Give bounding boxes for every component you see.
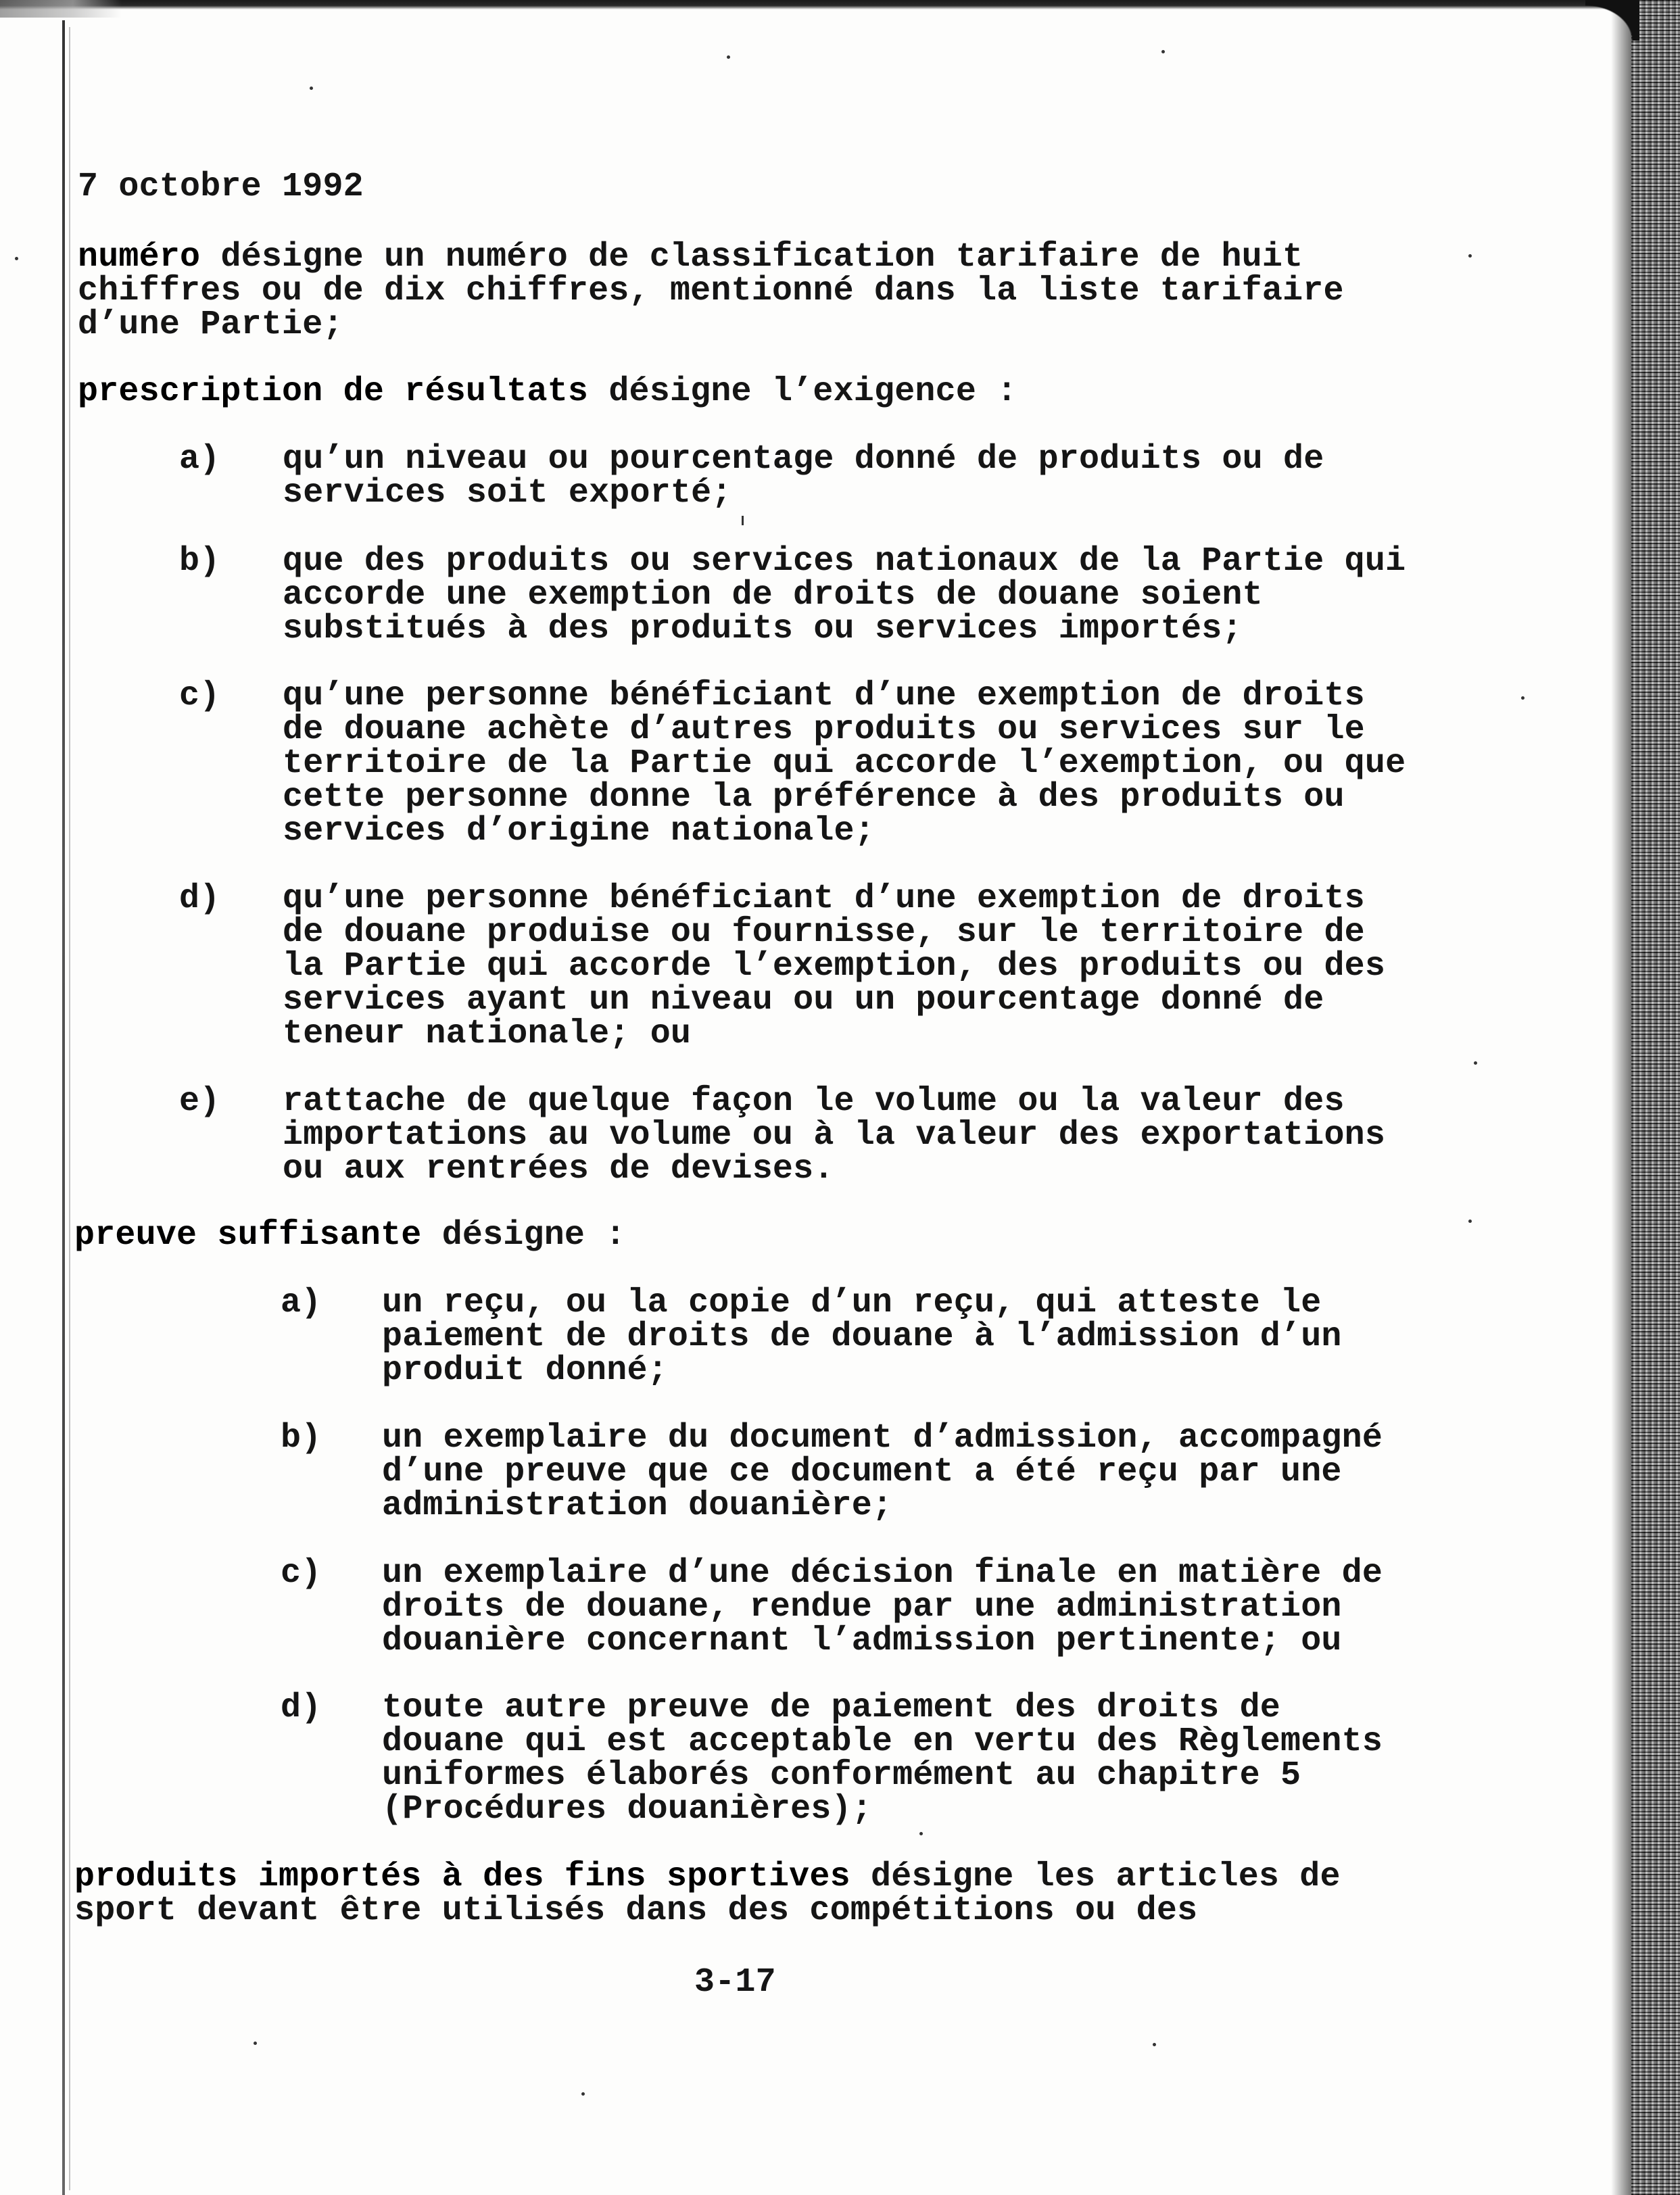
document-date: 7 octobre 1992 xyxy=(78,168,364,206)
scan-speck xyxy=(15,257,18,260)
list-item-line: administration douanière; xyxy=(382,1487,893,1525)
list-item-line: services ayant un niveau ou un pourcentage donné de xyxy=(283,981,1324,1019)
list-item-letter: d) xyxy=(281,1689,322,1727)
margin-rule xyxy=(62,20,65,2195)
list-item-letter: a) xyxy=(281,1284,322,1322)
scan-top-edge xyxy=(0,0,1636,9)
list-item-line: un exemplaire d’une décision finale en matière de xyxy=(382,1554,1383,1593)
list-item-line: teneur nationale; ou xyxy=(283,1015,692,1053)
definition-numero-line-2: chiffres ou de dix chiffres, mentionné dans la liste tarifaire xyxy=(78,272,1344,310)
scan-speck xyxy=(1468,1220,1472,1223)
list-item-line: services soit exporté; xyxy=(283,474,732,512)
list-item-line: accorde une exemption de droits de douane soient xyxy=(283,576,1263,614)
list-item-line: uniformes élaborés conformément au chapitre 5 xyxy=(382,1756,1301,1795)
list-item-letter: a) xyxy=(179,440,220,479)
scan-speck xyxy=(1468,254,1472,258)
definition-numero-line-3: d’une Partie; xyxy=(78,306,343,344)
list-item-letter: e) xyxy=(179,1082,220,1121)
scan-page-curl xyxy=(1585,0,1639,41)
defined-term: numéro xyxy=(78,238,201,276)
scan-speck xyxy=(1474,1061,1477,1065)
scan-speck xyxy=(254,2042,257,2045)
list-item-line: (Procédures douanières); xyxy=(382,1790,872,1829)
list-item-line: produit donné; xyxy=(382,1351,668,1390)
list-item-letter: d) xyxy=(179,879,220,918)
list-item-line: un reçu, ou la copie d’un reçu, qui atteste le xyxy=(382,1284,1322,1322)
definition-produits-line-1: produits importés à des fins sportives désigne les articles de xyxy=(74,1858,1341,1896)
list-item-line: substitués à des produits ou services importés; xyxy=(283,610,1243,648)
list-item-line: cette personne donne la préférence à des produits ou xyxy=(283,778,1345,817)
list-item-line: que des produits ou services nationaux de la Partie qui xyxy=(283,542,1406,581)
list-item-line: la Partie qui accorde l’exemption, des produits ou des xyxy=(283,947,1386,986)
defined-term: preuve suffisante xyxy=(74,1216,422,1255)
scan-speck xyxy=(1161,50,1165,53)
scan-speck xyxy=(727,55,730,59)
margin-rule-secondary xyxy=(69,27,70,2190)
list-item-letter: b) xyxy=(179,542,220,581)
list-item-line: paiement de droits de douane à l’admission d’un xyxy=(382,1318,1342,1356)
scan-speck xyxy=(310,87,313,90)
list-item-line: territoire de la Partie qui accorde l’exemption, ou que xyxy=(283,744,1406,783)
list-item-line: d’une preuve que ce document a été reçu par une xyxy=(382,1453,1342,1491)
definition-produits-line-2: sport devant être utilisés dans des compétitions ou des xyxy=(74,1891,1198,1930)
list-item-line: qu’un niveau ou pourcentage donné de produits ou de xyxy=(283,440,1324,479)
list-item-line: douane qui est acceptable en vertu des Règlements xyxy=(382,1722,1383,1761)
scan-corner-mark xyxy=(0,0,122,18)
scan-right-edge xyxy=(1631,0,1680,2195)
scan-speck xyxy=(919,1832,923,1835)
list-item-letter: c) xyxy=(179,677,220,715)
list-item-line: de douane produise ou fournisse, sur le territoire de xyxy=(283,913,1365,952)
list-item-line: qu’une personne bénéficiant d’une exemption de droits xyxy=(283,879,1365,918)
list-item-line: douanière concernant l’admission pertinente; ou xyxy=(382,1622,1342,1660)
list-item-line: droits de douane, rendue par une administration xyxy=(382,1588,1342,1626)
scan-speck xyxy=(581,2092,585,2096)
list-item-line: de douane achète d’autres produits ou services sur le xyxy=(283,710,1365,749)
list-item-line: un exemplaire du document d’admission, accompagné xyxy=(382,1419,1383,1457)
definition-prescription-heading: prescription de résultats désigne l’exigence : xyxy=(78,372,1017,411)
scan-edge-shadow xyxy=(1611,0,1631,2195)
definition-numero-line-1: numéro désigne un numéro de classification tarifaire de huit xyxy=(78,238,1303,276)
definition-preuve-heading: preuve suffisante désigne : xyxy=(74,1216,626,1255)
scan-speck xyxy=(1153,2043,1156,2046)
list-item-line: ou aux rentrées de devises. xyxy=(283,1150,834,1188)
list-item-line: importations au volume ou à la valeur des exportations xyxy=(283,1116,1386,1155)
scan-speck xyxy=(742,516,744,525)
list-item-line: services d’origine nationale; xyxy=(283,812,875,850)
defined-term: prescription de résultats xyxy=(78,372,589,411)
list-item-line: qu’une personne bénéficiant d’une exemption de droits xyxy=(283,677,1365,715)
page-number: 3-17 xyxy=(694,1963,776,2002)
list-item-letter: b) xyxy=(281,1419,322,1457)
list-item-line: toute autre preuve de paiement des droits de xyxy=(382,1689,1281,1727)
defined-term: produits importés à des fins sportives xyxy=(74,1858,850,1896)
scan-speck xyxy=(1521,696,1525,700)
list-item-letter: c) xyxy=(281,1554,322,1593)
list-item-line: rattache de quelque façon le volume ou la valeur des xyxy=(283,1082,1345,1121)
